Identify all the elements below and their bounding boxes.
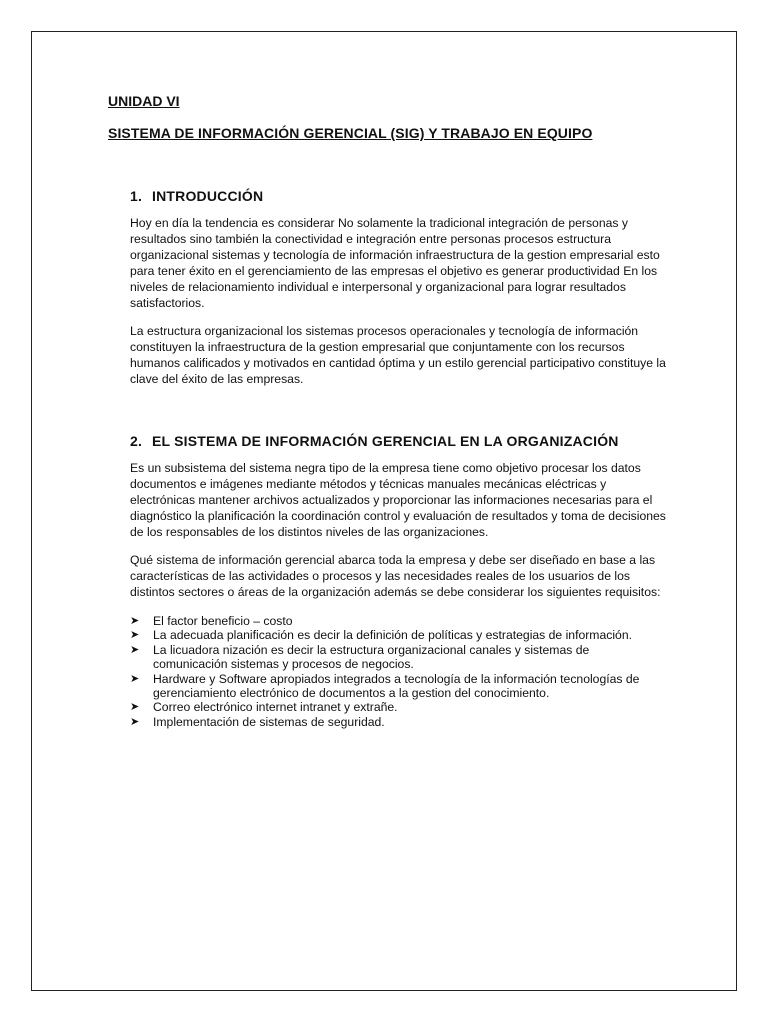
list-item-text: La adecuada planificación es decir la definición de políticas y estrategias de información. (153, 628, 632, 643)
list-item-text: Implementación de sistemas de seguridad. (153, 714, 385, 729)
list-item (130, 700, 666, 714)
list-item (130, 672, 666, 701)
paragraph: La estructura organizacional los sistemas procesos operacionales y tecnología de información constituyen la infraestructura de la gestion empresarial que conjuntamente con los recursos humanos calificados y motivados en cantidad óptima y un estilo gerencial participativo constituye la clave del éxito de las empresas. (130, 324, 666, 386)
document-title: SISTEMA DE INFORMACIÓN GERENCIAL (SIG) Y TRABAJO EN EQUIPO (108, 125, 593, 141)
paragraph: Es un subsistema del sistema negra tipo de la empresa tiene como objetivo procesar los datos documentos e imágenes mediante métodos y técnicas manuales mecánicas eléctricas y electrónicas mantener archivos actualizados y proporcionar las informaciones necesarias para el diagnóstico la planificación la coordinación control y evaluación de resultados y toma de decisiones de los responsables de los distintos niveles de las organizaciones. (130, 461, 666, 539)
list-item-text: Hardware y Software apropiados integrados a tecnología de la información tecnologías de gerenciamiento electrónico de documentos a la gestion del conocimiento. (153, 671, 640, 701)
document-page (31, 31, 737, 991)
section-heading (130, 433, 666, 449)
section-number: 2. (130, 433, 143, 449)
section-heading-text: INTRODUCCIÓN (152, 188, 264, 204)
list-item-text: La licuadora nización es decir la estructura organizacional canales y sistemas de comunicación sistemas y procesos de negocios. (153, 642, 590, 672)
section-sig-organizacion (130, 433, 666, 729)
paragraph: Qué sistema de información gerencial abarca toda la empresa y debe ser diseñado en base a las características de las actividades o procesos y las necesidades reales de los usuarios de los distintos sectores o áreas de la organización además se debe considerar los siguientes requisitos: (130, 553, 661, 599)
section-heading-text: EL SISTEMA DE INFORMACIÓN GERENCIAL EN LA ORGANIZACIÓN (152, 433, 619, 449)
arrowhead-bullet-icon: ➤ (130, 629, 140, 642)
list-item (130, 614, 666, 628)
list-item (130, 643, 666, 672)
arrowhead-bullet-icon: ➤ (130, 701, 140, 714)
list-item-text: Correo electrónico internet intranet y extrañe. (153, 700, 398, 715)
arrowhead-bullet-icon: ➤ (130, 715, 140, 728)
section-number: 1. (130, 188, 143, 204)
section-heading (130, 188, 666, 204)
section-introduccion (130, 188, 666, 387)
document-content (108, 93, 668, 729)
list-item-text: El factor beneficio – costo (153, 614, 293, 628)
arrowhead-bullet-icon: ➤ (130, 672, 140, 685)
arrowhead-bullet-icon: ➤ (130, 643, 140, 656)
unit-label: UNIDAD VI (108, 93, 180, 109)
requirements-list (130, 614, 666, 729)
list-item (130, 715, 666, 729)
list-item (130, 628, 666, 642)
arrowhead-bullet-icon: ➤ (130, 615, 140, 627)
paragraph: Hoy en día la tendencia es considerar No solamente la tradicional integración de personas y resultados sino también la conectividad e integración entre personas procesos estructura organizacional sistemas y tecnología de información infraestructura de la gestion empresarial esto para tener éxito en el gerenciamiento de las empresas el objetivo es generar productividad En los niveles de relacionamiento individual e interpersonal y organizacional para lograr resultados satisfactorios. (130, 216, 660, 310)
